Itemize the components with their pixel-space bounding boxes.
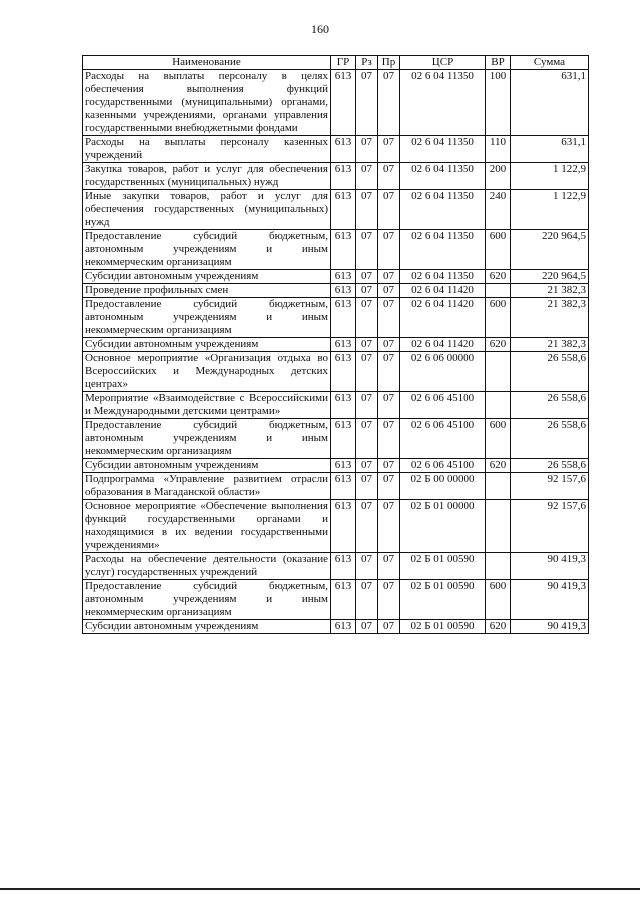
budget-table (82, 55, 589, 634)
cell-pr: 07 (378, 338, 400, 352)
cell-sum: 90 419,3 (511, 620, 589, 634)
cell-sum: 90 419,3 (511, 553, 589, 580)
cell-gr: 613 (331, 270, 356, 284)
cell-name: Подпрограмма «Управление развитием отрасли образования в Магаданской области» (83, 473, 331, 500)
cell-gr: 613 (331, 230, 356, 270)
table-row (83, 500, 589, 553)
cell-vr (486, 352, 511, 392)
cell-rz: 07 (356, 459, 378, 473)
cell-csr: 02 Б 01 00590 (400, 620, 486, 634)
cell-pr: 07 (378, 500, 400, 553)
cell-pr: 07 (378, 473, 400, 500)
cell-vr (486, 284, 511, 298)
cell-rz: 07 (356, 298, 378, 338)
header-gr: ГР (331, 56, 356, 70)
cell-rz: 07 (356, 419, 378, 459)
header-rz: Рз (356, 56, 378, 70)
cell-sum: 220 964,5 (511, 230, 589, 270)
cell-pr: 07 (378, 270, 400, 284)
cell-vr: 240 (486, 190, 511, 230)
cell-vr: 200 (486, 163, 511, 190)
cell-name: Расходы на выплаты персоналу в целях обеспечения выполнения функций государственными (муниципальными) органами, казенными учреждениями, органами управления государственными внебюджетными фондами (83, 70, 331, 136)
cell-csr: 02 Б 00 00000 (400, 473, 486, 500)
cell-vr: 600 (486, 419, 511, 459)
cell-csr: 02 6 04 11350 (400, 230, 486, 270)
cell-csr: 02 6 04 11350 (400, 136, 486, 163)
header-pr: Пр (378, 56, 400, 70)
cell-name: Предоставление субсидий бюджетным, автономным учреждениям и иным некоммерческим организациям (83, 230, 331, 270)
cell-rz: 07 (356, 473, 378, 500)
cell-pr: 07 (378, 553, 400, 580)
page-number: 160 (311, 22, 329, 36)
cell-gr: 613 (331, 163, 356, 190)
cell-pr: 07 (378, 163, 400, 190)
cell-gr: 613 (331, 136, 356, 163)
cell-name: Предоставление субсидий бюджетным, автономным учреждениям и иным некоммерческим организациям (83, 419, 331, 459)
header-csr: ЦСР (400, 56, 486, 70)
cell-csr: 02 6 04 11350 (400, 163, 486, 190)
bottom-rule (0, 888, 640, 890)
cell-rz: 07 (356, 620, 378, 634)
cell-sum: 21 382,3 (511, 284, 589, 298)
cell-csr: 02 6 04 11420 (400, 338, 486, 352)
table-row (83, 352, 589, 392)
cell-vr: 620 (486, 620, 511, 634)
cell-csr: 02 6 04 11350 (400, 190, 486, 230)
cell-csr: 02 6 04 11350 (400, 270, 486, 284)
cell-sum: 90 419,3 (511, 580, 589, 620)
table-row (83, 620, 589, 634)
cell-pr: 07 (378, 190, 400, 230)
table-row (83, 230, 589, 270)
cell-csr: 02 6 04 11420 (400, 284, 486, 298)
cell-vr (486, 500, 511, 553)
cell-rz: 07 (356, 190, 378, 230)
header-sum: Сумма (511, 56, 589, 70)
cell-gr: 613 (331, 459, 356, 473)
cell-gr: 613 (331, 338, 356, 352)
cell-gr: 613 (331, 580, 356, 620)
header-row (83, 56, 589, 70)
cell-gr: 613 (331, 419, 356, 459)
cell-pr: 07 (378, 136, 400, 163)
cell-rz: 07 (356, 500, 378, 553)
cell-vr: 110 (486, 136, 511, 163)
cell-sum: 26 558,6 (511, 392, 589, 419)
header-name: Наименование (83, 56, 331, 70)
cell-name: Закупка товаров, работ и услуг для обеспечения государственных (муниципальных) нужд (83, 163, 331, 190)
cell-name: Субсидии автономным учреждениям (83, 338, 331, 352)
cell-sum: 92 157,6 (511, 500, 589, 553)
cell-pr: 07 (378, 580, 400, 620)
cell-pr: 07 (378, 298, 400, 338)
cell-rz: 07 (356, 553, 378, 580)
cell-pr: 07 (378, 620, 400, 634)
table-row (83, 136, 589, 163)
cell-sum: 631,1 (511, 136, 589, 163)
cell-name: Иные закупки товаров, работ и услуг для обеспечения государственных (муниципальных) нужд (83, 190, 331, 230)
cell-rz: 07 (356, 338, 378, 352)
cell-name: Мероприятие «Взаимодействие с Всероссийскими и Международными детскими центрами» (83, 392, 331, 419)
cell-csr: 02 Б 01 00590 (400, 553, 486, 580)
cell-sum: 21 382,3 (511, 338, 589, 352)
cell-csr: 02 Б 01 00000 (400, 500, 486, 553)
cell-rz: 07 (356, 352, 378, 392)
cell-vr: 620 (486, 459, 511, 473)
cell-pr: 07 (378, 230, 400, 270)
table-row (83, 70, 589, 136)
cell-name: Проведение профильных смен (83, 284, 331, 298)
cell-csr: 02 6 06 45100 (400, 392, 486, 419)
cell-pr: 07 (378, 392, 400, 419)
header-vr: ВР (486, 56, 511, 70)
cell-name: Субсидии автономным учреждениям (83, 620, 331, 634)
cell-vr (486, 553, 511, 580)
cell-sum: 631,1 (511, 70, 589, 136)
cell-pr: 07 (378, 284, 400, 298)
cell-rz: 07 (356, 284, 378, 298)
cell-rz: 07 (356, 392, 378, 419)
cell-vr: 600 (486, 580, 511, 620)
cell-gr: 613 (331, 70, 356, 136)
table-row (83, 190, 589, 230)
table-row (83, 459, 589, 473)
cell-csr: 02 6 06 45100 (400, 459, 486, 473)
cell-name: Расходы на обеспечение деятельности (оказание услуг) государственных учреждений (83, 553, 331, 580)
table-row (83, 553, 589, 580)
table-row (83, 419, 589, 459)
cell-pr: 07 (378, 70, 400, 136)
table-row (83, 473, 589, 500)
cell-csr: 02 6 04 11350 (400, 70, 486, 136)
cell-gr: 613 (331, 392, 356, 419)
cell-sum: 220 964,5 (511, 270, 589, 284)
cell-rz: 07 (356, 163, 378, 190)
cell-vr: 600 (486, 298, 511, 338)
cell-sum: 92 157,6 (511, 473, 589, 500)
cell-gr: 613 (331, 298, 356, 338)
cell-sum: 26 558,6 (511, 352, 589, 392)
cell-vr: 620 (486, 338, 511, 352)
table-row (83, 163, 589, 190)
cell-csr: 02 6 06 00000 (400, 352, 486, 392)
cell-gr: 613 (331, 190, 356, 230)
cell-gr: 613 (331, 473, 356, 500)
cell-rz: 07 (356, 580, 378, 620)
cell-sum: 26 558,6 (511, 459, 589, 473)
cell-name: Субсидии автономным учреждениям (83, 270, 331, 284)
cell-pr: 07 (378, 419, 400, 459)
cell-pr: 07 (378, 459, 400, 473)
cell-name: Основное мероприятие «Обеспечение выполнения функций государственными органами и находящимися в их ведении государственными учреждениями» (83, 500, 331, 553)
cell-rz: 07 (356, 230, 378, 270)
cell-name: Предоставление субсидий бюджетным, автономным учреждениям и иным некоммерческим организациям (83, 580, 331, 620)
cell-vr: 600 (486, 230, 511, 270)
cell-name: Предоставление субсидий бюджетным, автономным учреждениям и иным некоммерческим организациям (83, 298, 331, 338)
cell-gr: 613 (331, 352, 356, 392)
cell-name: Расходы на выплаты персоналу казенных учреждений (83, 136, 331, 163)
table-row (83, 270, 589, 284)
cell-sum: 1 122,9 (511, 163, 589, 190)
cell-gr: 613 (331, 284, 356, 298)
cell-csr: 02 6 04 11420 (400, 298, 486, 338)
cell-sum: 21 382,3 (511, 298, 589, 338)
table-row (83, 338, 589, 352)
cell-rz: 07 (356, 136, 378, 163)
table-row (83, 580, 589, 620)
cell-vr (486, 473, 511, 500)
cell-gr: 613 (331, 553, 356, 580)
cell-vr (486, 392, 511, 419)
cell-csr: 02 6 06 45100 (400, 419, 486, 459)
table-row (83, 298, 589, 338)
table-row (83, 392, 589, 419)
cell-gr: 613 (331, 620, 356, 634)
cell-pr: 07 (378, 352, 400, 392)
cell-rz: 07 (356, 270, 378, 284)
cell-gr: 613 (331, 500, 356, 553)
cell-vr: 620 (486, 270, 511, 284)
cell-vr: 100 (486, 70, 511, 136)
cell-name: Субсидии автономным учреждениям (83, 459, 331, 473)
cell-rz: 07 (356, 70, 378, 136)
table-row (83, 284, 589, 298)
cell-sum: 26 558,6 (511, 419, 589, 459)
cell-csr: 02 Б 01 00590 (400, 580, 486, 620)
cell-sum: 1 122,9 (511, 190, 589, 230)
cell-name: Основное мероприятие «Организация отдыха во Всероссийских и Международных детских центрах» (83, 352, 331, 392)
